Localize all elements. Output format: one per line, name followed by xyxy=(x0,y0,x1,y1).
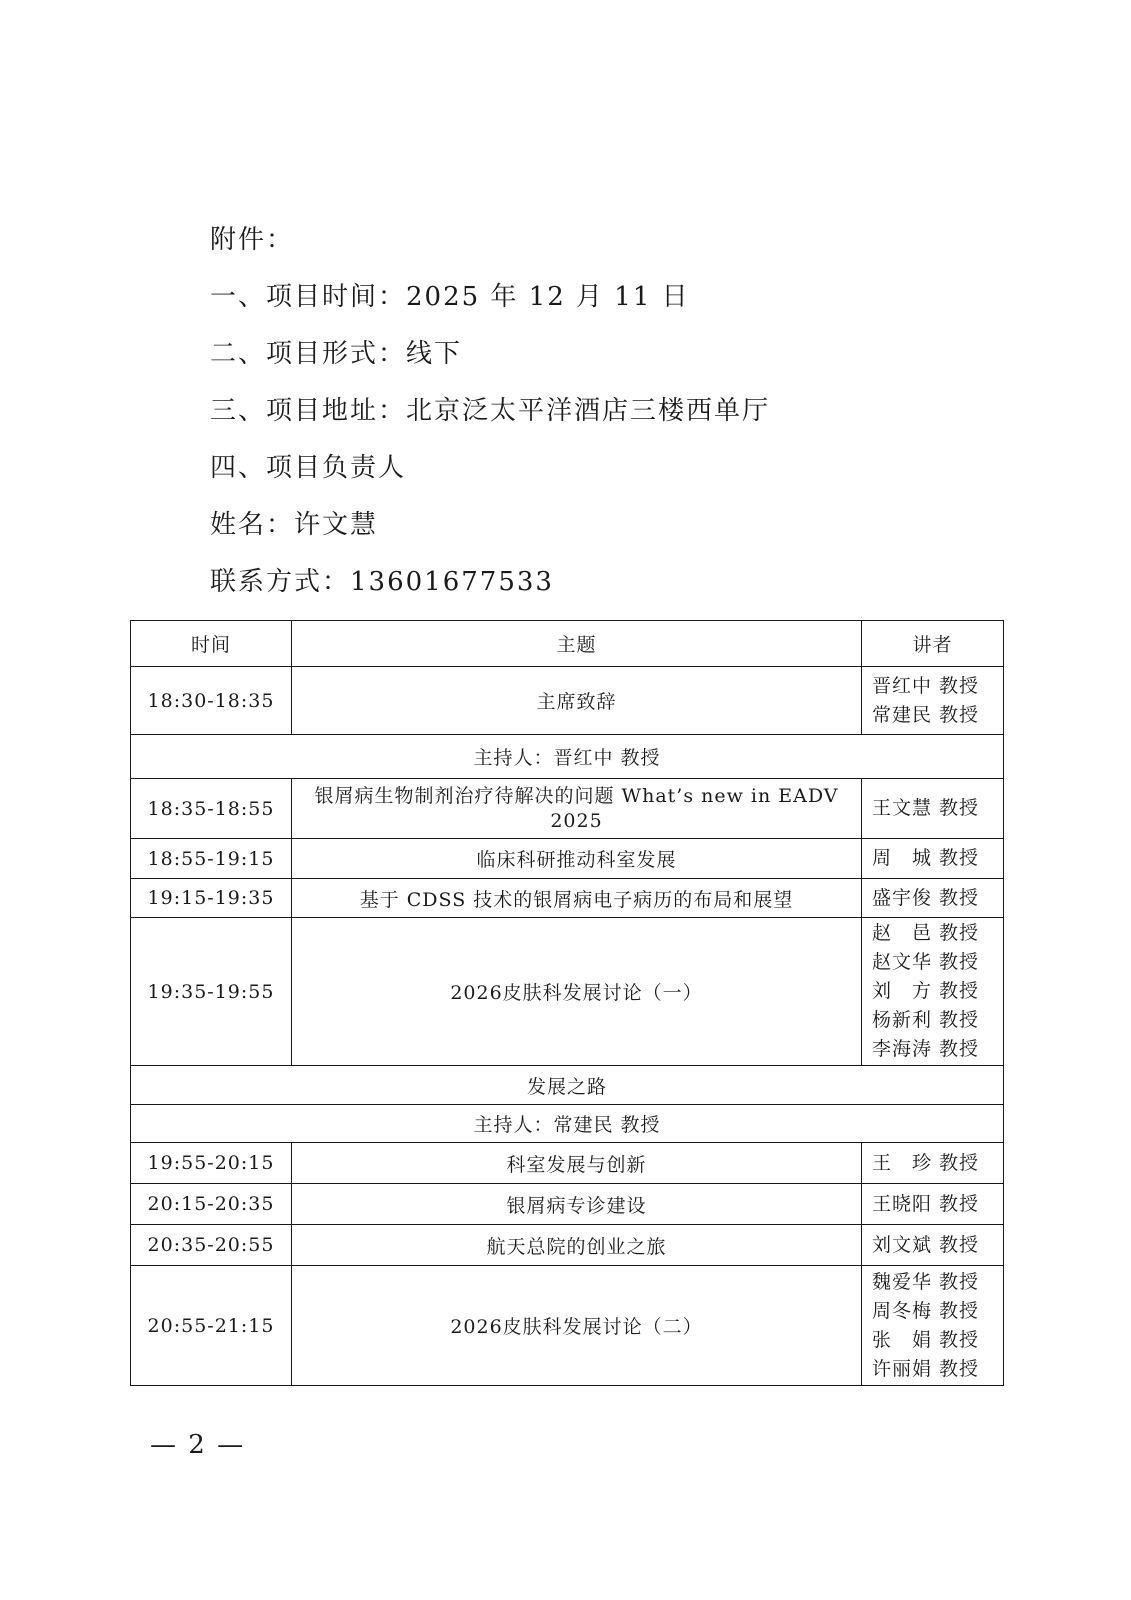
row-speakers xyxy=(862,779,1004,839)
table-row xyxy=(131,839,1004,879)
table-row xyxy=(131,918,1004,1066)
row-speakers xyxy=(862,667,1004,735)
speaker: 刘 方 教授 xyxy=(872,980,980,1002)
speaker: 王文慧 教授 xyxy=(872,797,980,819)
table-row xyxy=(131,779,1004,839)
header-topic: 主题 xyxy=(292,621,862,667)
speaker: 刘文斌 教授 xyxy=(872,1233,980,1256)
row-speakers xyxy=(862,839,1004,879)
attachment-label: 附件： xyxy=(210,225,295,255)
table-row xyxy=(131,1143,1004,1184)
speaker: 赵文华 教授 xyxy=(872,951,980,973)
row-topic: 主席致辞 xyxy=(292,667,862,735)
host-row xyxy=(131,1105,1004,1143)
lead-name: 姓名：许文慧 xyxy=(210,510,379,540)
table-header-row xyxy=(131,621,1004,667)
row-time: 20:55-21:15 xyxy=(131,1266,292,1386)
row-time: 20:35-20:55 xyxy=(131,1225,292,1266)
lead-contact: 联系方式：13601677533 xyxy=(210,567,554,597)
row-speakers xyxy=(862,1225,1004,1266)
table-row xyxy=(131,1225,1004,1266)
row-topic: 银屑病专诊建设 xyxy=(292,1184,862,1225)
row-time: 18:30-18:35 xyxy=(131,667,292,735)
project-address: 三、项目地址：北京泛太平洋酒店三楼西单厅 xyxy=(210,396,771,426)
speaker: 张 娟 教授 xyxy=(872,1328,980,1351)
page-number: — 2 — xyxy=(150,1430,246,1460)
intro-block xyxy=(210,212,1010,611)
row-topic: 2026皮肤科发展讨论（二） xyxy=(292,1266,862,1386)
row-topic: 临床科研推动科室发展 xyxy=(292,839,862,879)
host-banner: 主持人：常建民 教授 xyxy=(131,1105,1004,1143)
row-time: 19:15-19:35 xyxy=(131,879,292,918)
speaker: 周 城 教授 xyxy=(872,847,980,869)
host-row xyxy=(131,735,1004,779)
table-row xyxy=(131,667,1004,735)
speaker: 赵 邑 教授 xyxy=(872,922,980,944)
row-topic: 航天总院的创业之旅 xyxy=(292,1225,862,1266)
speaker: 李海涛 教授 xyxy=(872,1038,980,1060)
header-speaker: 讲者 xyxy=(862,621,1004,667)
speaker: 晋红中 教授 xyxy=(872,674,980,697)
row-time: 18:35-18:55 xyxy=(131,779,292,839)
speaker: 魏爱华 教授 xyxy=(872,1270,980,1293)
project-lead-heading: 四、项目负责人 xyxy=(210,453,407,483)
row-topic: 基于 CDSS 技术的银屑病电子病历的布局和展望 xyxy=(292,879,862,918)
table-row xyxy=(131,1184,1004,1225)
speaker: 杨新利 教授 xyxy=(872,1009,980,1031)
table-row xyxy=(131,1266,1004,1386)
table-row xyxy=(131,879,1004,918)
row-speakers xyxy=(862,918,1004,1066)
speaker: 常建民 教授 xyxy=(872,703,980,726)
row-speakers xyxy=(862,1143,1004,1184)
project-time: 一、项目时间：2025 年 12 月 11 日 xyxy=(210,282,690,312)
row-time: 20:15-20:35 xyxy=(131,1184,292,1225)
schedule-table xyxy=(130,620,1004,1386)
row-speakers xyxy=(862,879,1004,918)
row-time: 19:35-19:55 xyxy=(131,918,292,1066)
speaker: 王晓阳 教授 xyxy=(872,1192,980,1215)
section-banner: 发展之路 xyxy=(131,1066,1004,1105)
row-time: 19:55-20:15 xyxy=(131,1143,292,1184)
topic-text: 银屑病生物制剂治疗待解决的问题 What’s new in EADV 2025 xyxy=(314,784,839,832)
row-topic xyxy=(292,779,862,839)
row-speakers xyxy=(862,1266,1004,1386)
section-row xyxy=(131,1066,1004,1105)
row-speakers xyxy=(862,1184,1004,1225)
project-format: 二、项目形式：线下 xyxy=(210,339,463,369)
host-banner: 主持人：晋红中 教授 xyxy=(131,735,1004,779)
speaker: 周冬梅 教授 xyxy=(872,1299,980,1322)
row-topic: 科室发展与创新 xyxy=(292,1143,862,1184)
row-time: 18:55-19:15 xyxy=(131,839,292,879)
row-topic: 2026皮肤科发展讨论（一） xyxy=(292,918,862,1066)
speaker: 许丽娟 教授 xyxy=(872,1357,980,1380)
speaker: 盛宇俊 教授 xyxy=(872,886,980,909)
speaker: 王 珍 教授 xyxy=(872,1151,980,1174)
header-time: 时间 xyxy=(131,621,292,667)
